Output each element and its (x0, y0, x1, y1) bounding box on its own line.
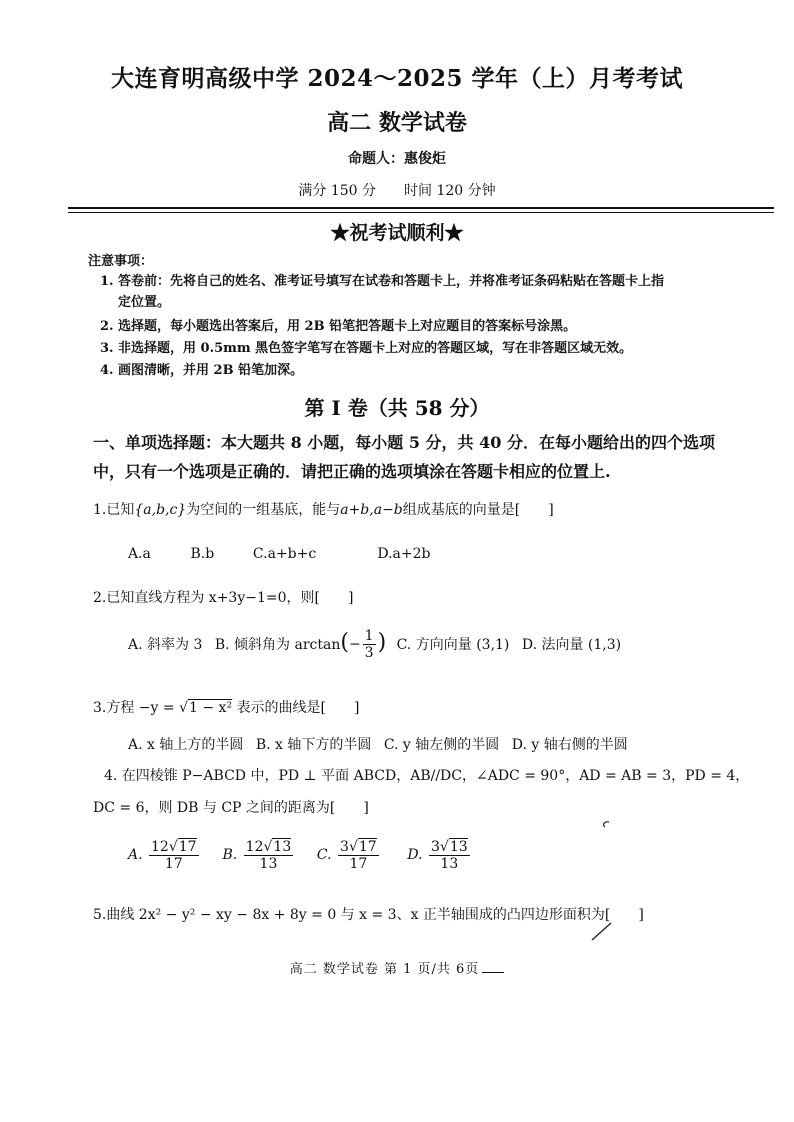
option-b: B.b (190, 546, 215, 562)
note-number: 1. (100, 274, 114, 289)
fraction-coefficient: 12 (245, 839, 264, 855)
option-label: D. (407, 847, 423, 863)
fraction-radicand: 13 (449, 839, 468, 855)
note-item (100, 360, 303, 381)
note-number: 4. (100, 363, 114, 378)
question-4-line-1: 4. 在四棱锥 P−ABCD 中，PD ⊥ 平面 ABCD，AB//DC，∠ADC = 90°，AD = AB = 3，PD = 4， (104, 768, 750, 784)
option-d: D.a+2b (377, 546, 431, 562)
note-item (100, 316, 576, 337)
fraction-radicand: 13 (273, 839, 292, 855)
option-fraction: $\frac{3√17}{17}$ (340, 839, 377, 872)
option-b-prefix: B. 倾斜角为 arctan (214, 636, 341, 653)
section-line-1: 一、单项选择题：本大题共 8 小题，每小题 5 分，共 40 分．在每小题给出的四个选项 (93, 433, 715, 452)
question-2-stem: 2.已知直线方程为 x+3y−1=0，则[ ] (93, 590, 354, 606)
fraction-denominator: 3 (364, 645, 374, 661)
option-b: B. x 轴下方的半圆 (255, 737, 372, 753)
question-1-options (128, 546, 430, 562)
q3-radicand: 1 − x² (189, 700, 233, 716)
option-fraction: $\frac{12√17}{17}$ (151, 839, 197, 872)
option-label: B. (222, 847, 238, 863)
option-c (317, 838, 403, 872)
score-time-line: 满分 150 分 时间 120 分钟 (298, 183, 496, 199)
note-text: 非选择题，用 0.5mm 黑色签字笔写在答题卡上对应的答题区域，写在非答题区域无效。 (118, 341, 633, 356)
fraction-denominator: 17 (164, 856, 183, 872)
option-b-fraction (363, 628, 376, 661)
fraction-radicand: 17 (178, 839, 197, 855)
section-instructions (93, 428, 753, 486)
question-1-stem (93, 500, 554, 520)
q1-middle-text: 为空间的一组基底，能与 (186, 502, 341, 518)
question-3-options (128, 734, 628, 754)
fraction-coefficient: 3 (340, 839, 349, 855)
q3-suffix: 表示的曲线是[ ] (236, 700, 360, 716)
notes-heading: 注意事项： (88, 254, 154, 269)
good-luck-banner: ★祝考试顺利★ (330, 222, 464, 244)
option-c: C. 方向向量 (3,1) (396, 636, 510, 653)
question-2-options (128, 628, 621, 661)
footer-text: 高二 数学试卷 第 1 页/共 6页 (289, 962, 480, 977)
note-item (100, 338, 632, 359)
page-footer (0, 958, 794, 977)
option-d: D. 法向量 (1,3) (521, 636, 622, 653)
note-text: 画图清晰，并用 2B 铅笔加深。 (118, 363, 304, 378)
header-divider-thin (68, 212, 774, 213)
volume-title: 第 I 卷（共 58 分） (304, 396, 490, 420)
option-a: A. 斜率为 3 (128, 636, 203, 653)
note-text-cont: 定位置。 (118, 295, 171, 310)
q1-basis-set: {a,b,c} (134, 502, 187, 518)
option-c: C. y 轴左侧的半圆 (383, 737, 500, 753)
question-3-stem: 3.方程 −y = √1 − x² 表示的曲线是[ ] (93, 700, 360, 716)
q1-suffix: 组成基底的向量是[ ] (402, 502, 554, 518)
note-item (100, 271, 664, 313)
pen-mark (600, 820, 612, 830)
option-a (128, 838, 218, 872)
option-b: B. 倾斜角为 arctan(− $\frac{1}{3}$ ) (214, 628, 387, 661)
option-a: A. x 轴上方的半圆 (128, 737, 244, 753)
author-line: 命题人：惠俊炬 (348, 151, 446, 167)
option-d (407, 838, 471, 872)
q3-prefix: 3.方程 −y = (93, 700, 175, 716)
note-text: 选择题，每小题选出答案后，用 2B 铅笔把答题卡上对应题目的答案标号涂黑。 (118, 319, 577, 334)
question-5-stem: 5.曲线 2x² − y² − xy − 8x + 8y = 0 与 x = 3、x 正半轴围成的凸四边形面积为[ ] (93, 907, 644, 923)
option-fraction: $\frac{12√13}{13}$ (245, 839, 292, 872)
note-text: 答卷前：先将自己的姓名、准考证号填写在试卷和答题卡上，并将准考证条码粘贴在答题卡上指 (118, 274, 665, 289)
exam-subtitle: 高二 数学试卷 (327, 110, 467, 136)
exam-title: 大连育明高级中学 2024～2025 学年（上）月考考试 (110, 65, 684, 92)
question-4-options (128, 838, 472, 872)
q1-vector-combo: a+b,a−b (340, 502, 403, 518)
option-d: D. y 轴右侧的半圆 (511, 737, 628, 753)
fraction-coefficient: 3 (431, 839, 440, 855)
note-number: 2. (100, 319, 114, 334)
option-a: A.a (128, 546, 151, 562)
option-c: C.a+b+c (252, 546, 317, 562)
option-b (222, 838, 312, 872)
fraction-numerator: 1 (364, 628, 374, 644)
fraction-denominator: 17 (349, 856, 368, 872)
option-fraction: $\frac{3√13}{13}$ (431, 839, 468, 872)
question-4-line-2: DC = 6，则 DB 与 CP 之间的距离为[ ] (93, 800, 369, 816)
q1-prefix: 1.已知 (93, 502, 135, 518)
header-divider-thick (68, 207, 774, 209)
fraction-radicand: 17 (358, 839, 377, 855)
pen-stroke-mark (590, 920, 614, 942)
fraction-denominator: 13 (440, 856, 459, 872)
fraction-coefficient: 12 (151, 839, 169, 855)
footer-underline (482, 972, 504, 973)
fraction-denominator: 13 (259, 856, 278, 872)
option-label: A. (128, 847, 143, 863)
section-line-2: 中，只有一个选项是正确的．请把正确的选项填涂在答题卡相应的位置上. (93, 462, 611, 481)
option-label: C. (316, 847, 332, 863)
note-number: 3. (100, 341, 114, 356)
